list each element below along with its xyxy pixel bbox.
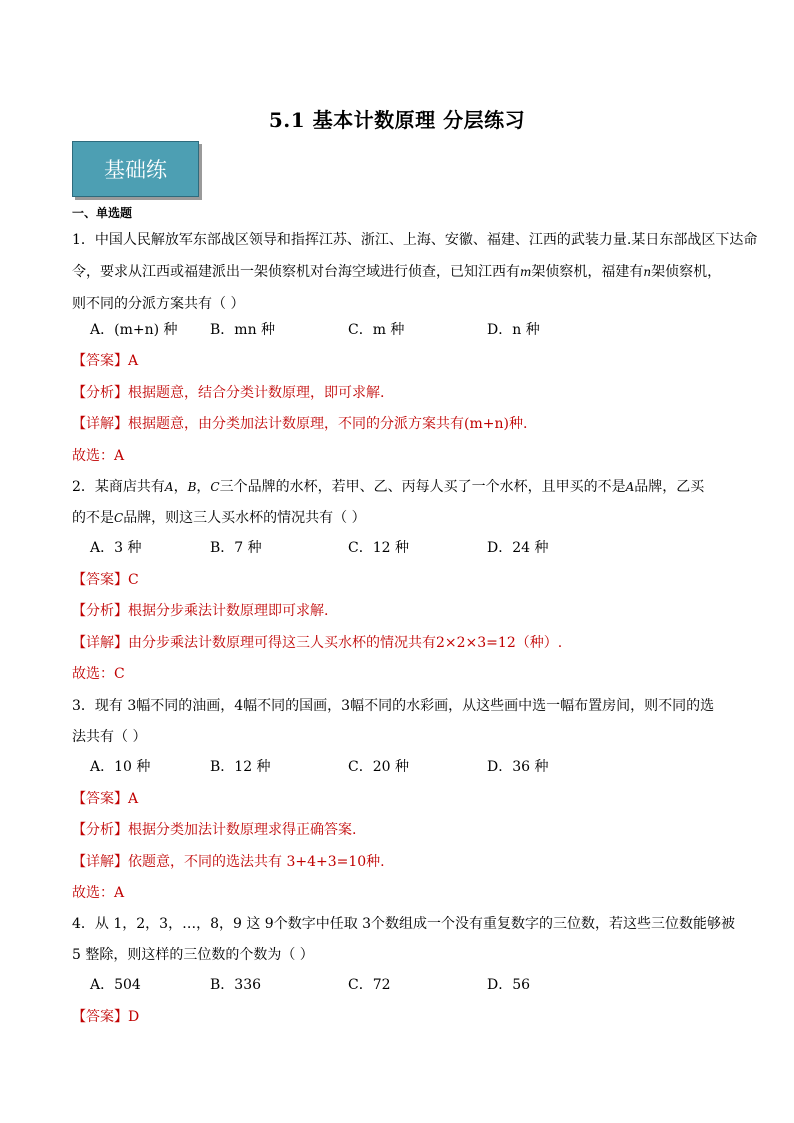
q4-option-c: C．72 <box>348 977 391 993</box>
q3-option-d: D．36 种 <box>487 759 549 775</box>
q1-option-b: B．mn 种 <box>210 322 276 338</box>
q3-option-a: A．10 种 <box>90 759 151 775</box>
q1-stem-line3: 则不同的分派方案共有（ ） <box>72 296 245 312</box>
q1-stem-line1: 1．中国人民解放军东部战区领导和指挥江苏、浙江、上海、安徽、福建、江西的武装力量.某日东部战区下达命 <box>72 232 758 248</box>
q1-option-d: D．n 种 <box>487 322 540 338</box>
q2-analysis: 【分析】根据分步乘法计数原理即可求解. <box>72 603 329 619</box>
q2-answer: 【答案】C <box>72 572 139 588</box>
q1-stem-line2: 令，要求从江西或福建派出一架侦察机对台海空域进行侦查，已知江西有m架侦察机，福建有n架侦察机， <box>72 264 722 280</box>
section-heading: 一、单选题 <box>72 206 133 220</box>
q1-answer: 【答案】A <box>72 353 139 369</box>
q4-stem-line1: 4．从 1，2，3，…，8，9 这 9个数字中任取 3个数组成一个没有重复数字的三位数，若这些三位数能够被 <box>72 916 736 932</box>
q3-option-b: B．12 种 <box>210 759 271 775</box>
q2-option-d: D．24 种 <box>487 540 549 556</box>
q3-analysis: 【分析】根据分类加法计数原理求得正确答案. <box>72 822 357 838</box>
q4-option-d: D．56 <box>487 977 531 993</box>
q3-option-c: C．20 种 <box>348 759 409 775</box>
q4-answer: 【答案】D <box>72 1009 140 1025</box>
q3-answer: 【答案】A <box>72 791 139 807</box>
q3-stem-line2: 法共有（ ） <box>72 729 147 745</box>
q2-option-a: A．3 种 <box>90 540 142 556</box>
q1-option-c: C．m 种 <box>348 322 405 338</box>
q3-detail: 【详解】依题意，不同的选法共有 3+4+3=10种. <box>72 854 385 870</box>
q1-choice: 故选：A <box>72 448 125 464</box>
q1-option-a: A．(m+n) 种 <box>90 322 178 338</box>
q2-choice: 故选：C <box>72 666 125 682</box>
q2-option-c: C．12 种 <box>348 540 409 556</box>
q2-stem-line1: 2．某商店共有A，B，C三个品牌的水杯，若甲、乙、丙每人买了一个水杯，且甲买的不是A品牌，乙买 <box>72 479 705 495</box>
q2-option-b: B．7 种 <box>210 540 262 556</box>
q3-stem-line1: 3．现有 3幅不同的油画，4幅不同的国画，3幅不同的水彩画，从这些画中选一幅布置房间，则不同的选 <box>72 698 715 714</box>
q1-analysis: 【分析】根据题意，结合分类计数原理，即可求解. <box>72 385 385 401</box>
q1-detail: 【详解】根据题意，由分类加法计数原理，不同的分派方案共有(m+n)种. <box>72 416 528 432</box>
q4-stem-line2: 5 整除，则这样的三位数的个数为（ ） <box>72 947 314 963</box>
q4-option-a: A．504 <box>90 977 141 993</box>
q2-detail: 【详解】由分步乘法计数原理可得这三人买水杯的情况共有2×2×3=12（种）. <box>72 635 563 651</box>
q3-choice: 故选：A <box>72 885 125 901</box>
q2-stem-line2: 的不是C品牌，则这三人买水杯的情况共有（ ） <box>72 510 366 526</box>
q4-option-b: B．336 <box>210 977 262 993</box>
section-badge: 基础练 <box>72 141 199 197</box>
page-title: 5.1 基本计数原理 分层练习 <box>268 108 526 132</box>
